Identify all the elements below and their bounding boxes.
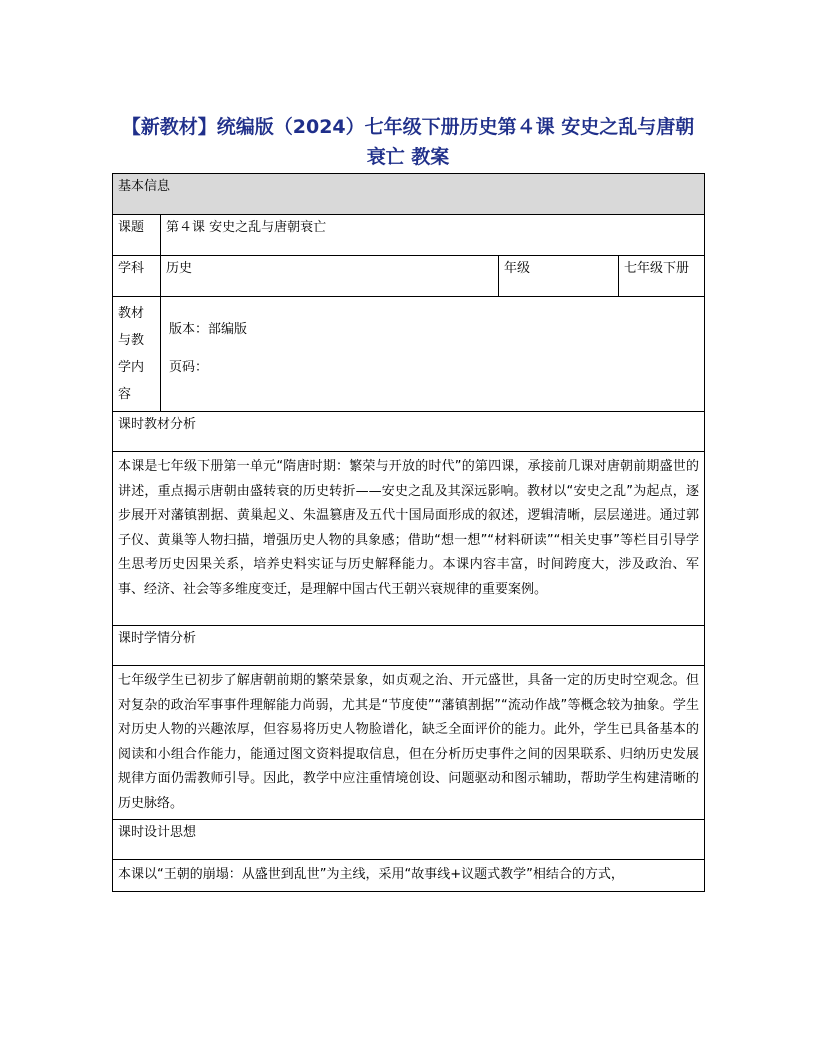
design-text: 本课以“王朝的崩塌：从盛世到乱世”为主线，采用“故事线+议题式教学”相结合的方式，: [113, 860, 705, 892]
content-details: [161, 297, 705, 412]
subject-value: 历史: [161, 256, 499, 297]
learner-analysis-heading: 课时学情分析: [113, 626, 705, 666]
content-label-line: 学内: [118, 360, 145, 375]
basic-info-heading: 基本信息: [113, 174, 705, 215]
topic-value: 第４课 安史之乱与唐朝衰亡: [161, 215, 705, 256]
grade-label: 年级: [499, 256, 619, 297]
grade-value: 七年级下册: [619, 256, 705, 297]
topic-label: 课题: [113, 215, 161, 256]
edition-text: 版本：部编版: [169, 322, 248, 337]
textbook-analysis-heading: 课时教材分析: [113, 412, 705, 452]
content-label-line: 容: [118, 387, 132, 402]
lesson-plan-table: [112, 173, 705, 892]
pages-text: 页码：: [169, 360, 209, 375]
page-title: [112, 112, 704, 172]
design-heading: 课时设计思想: [113, 820, 705, 860]
content-label: [113, 297, 161, 412]
content-label-line: 与教: [118, 333, 145, 348]
page-title-line2: 衰亡 教案: [366, 146, 450, 168]
page-title-line1: 【新教材】统编版（2024）七年级下册历史第４课 安史之乱与唐朝: [121, 116, 695, 138]
subject-label: 学科: [113, 256, 161, 297]
content-label-line: 教材: [118, 306, 145, 321]
textbook-analysis-text: 本课是七年级下册第一单元“隋唐时期：繁荣与开放的时代”的第四课，承接前几课对唐朝前期盛世的讲述，重点揭示唐朝由盛转衰的历史转折——安史之乱及其深远影响。教材以“安史之乱”为起点，逐步展开对藩镇割据、黄巢起义、朱温篡唐及五代十国局面形成的叙述，逻辑清晰，层层递进。通过郭子仪、黄巢等人物扫描，增强历史人物的具象感；借助“想一想”“材料研读”“相关史事”等栏目引导学生思考历史因果关系，培养史料实证与历史解释能力。本课内容丰富，时间跨度大，涉及政治、军事、经济、社会等多维度变迁，是理解中国古代王朝兴衰规律的重要案例。: [113, 452, 705, 626]
learner-analysis-text: 七年级学生已初步了解唐朝前期的繁荣景象，如贞观之治、开元盛世，具备一定的历史时空观念。但对复杂的政治军事事件理解能力尚弱，尤其是“节度使”“藩镇割据”“流动作战”等概念较为抽象。学生对历史人物的兴趣浓厚，但容易将历史人物脸谱化，缺乏全面评价的能力。此外，学生已具备基本的阅读和小组合作能力，能通过图文资料提取信息，但在分析历史事件之间的因果联系、归纳历史发展规律方面仍需教师引导。因此，教学中应注重情境创设、问题驱动和图示辅助，帮助学生构建清晰的历史脉络。: [113, 666, 705, 820]
